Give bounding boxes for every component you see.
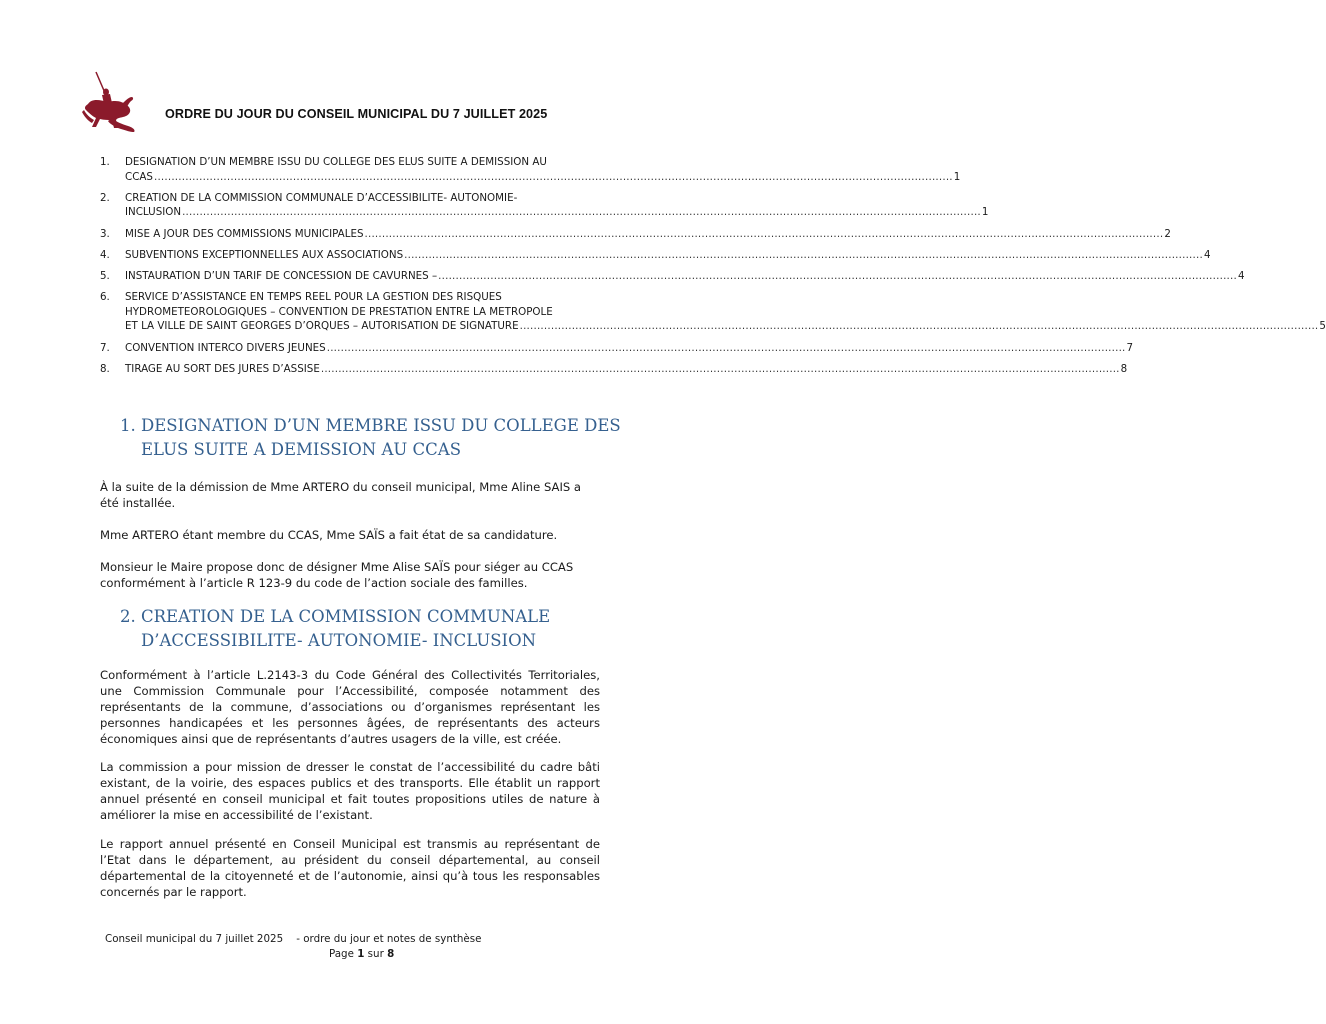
toc-page-number: 5 [1319,320,1326,333]
toc-entry-text: CREATION DE LA COMMISSION COMMUNALE D’ACCESSIBILITE- AUTONOMIE- [125,191,518,204]
toc-entry-number: 4. [100,248,110,261]
toc-dot-leader [321,362,1120,377]
toc-entry-number: 6. [100,291,110,304]
section-1-paragraph-3: Monsieur le Maire propose donc de désigner Mme Alise SAÏS pour siéger au CCAS conformément à l’article R 123-9 du code de l’action sociale des familles. [100,560,574,590]
page-total: 8 [387,948,395,960]
toc-entry[interactable] [100,248,1211,263]
toc-entry-number: 2. [100,191,110,204]
toc-page-number: 2 [1164,227,1171,240]
toc-page-number: 1 [953,170,961,183]
toc-dot-leader [365,227,1164,242]
toc-entry-number: 7. [100,341,110,354]
toc-page-number: 4 [1237,269,1245,282]
toc-entry-text: MISE A JOUR DES COMMISSIONS MUNICIPALES [125,227,364,240]
section-2-paragraph-2: La commission a pour mission de dresser le constat de l’accessibilité du cadre bâti existant, de la voirie, des espaces publics et des transports. Elle établit un rapport annuel présenté en conseil municipal et fait toutes propositions utiles de nature à améliorer la mise en accessibilité de l’existant. [100,760,600,822]
toc-entry[interactable] [100,227,1171,242]
toc-entry-text: CCAS [125,170,153,183]
toc-entry[interactable] [100,191,989,220]
section-2-paragraph-1: Conformément à l’article L.2143-3 du Code Général des Collectivités Territoriales, une Commission Communale pour l’Accessibilité, composée notamment des représentants de la commune, d’associations ou d’organismes représentant les personnes handicapées et les personnes âgées, de représentants des acteurs économiques ainsi que de représentants d’autres usagers de la ville, est créée. [100,668,600,746]
saint-george-logo-icon [82,70,138,136]
toc-entry-number: 8. [100,362,110,375]
section-1-title-line2: ELUS SUITE A DEMISSION AU CCAS [141,440,462,459]
toc-entry[interactable] [100,362,1128,377]
toc-dot-leader [404,248,1203,263]
toc-entry-text: INCLUSION [125,206,182,219]
section-1-heading [120,414,621,462]
table-of-contents [100,155,1326,383]
toc-dot-leader [520,319,1319,334]
toc-entry-text: ET LA VILLE DE SAINT GEORGES D’ORQUES – AUTORISATION DE SIGNATURE [125,320,519,333]
document-title: ORDRE DU JOUR DU CONSEIL MUNICIPAL DU 7 JUILLET 2025 [165,107,548,121]
toc-entry-text: DESIGNATION D’UN MEMBRE ISSU DU COLLEGE DES ELUS SUITE A DEMISSION AU [125,156,547,168]
toc-dot-leader [154,170,953,185]
page-label: Page [329,948,354,960]
toc-entry-number: 3. [100,227,110,240]
footer-left-text: Conseil municipal du 7 juillet 2025 [105,933,284,945]
toc-entry-text: INSTAURATION D’UN TARIF DE CONCESSION DE CAVURNES – [125,269,438,282]
toc-entry[interactable] [100,341,1134,356]
toc-entry-number: 1. [100,156,110,168]
toc-entry-text: TIRAGE AU SORT DES JURES D’ASSISE [125,362,320,375]
section-1-number: 1. [120,416,136,435]
page-number [329,947,394,961]
section-2-title-line1: CREATION DE LA COMMISSION COMMUNALE [141,607,551,626]
toc-dot-leader [182,205,981,220]
toc-dot-leader [438,269,1237,284]
toc-page-number: 8 [1120,362,1128,375]
footer-line [105,932,481,946]
toc-entry[interactable] [100,290,1326,334]
toc-entry[interactable] [100,269,1245,284]
section-2-number: 2. [120,607,136,626]
toc-page-number: 1 [981,206,989,219]
page-of-label: sur [367,948,384,960]
section-2-title-line2: D’ACCESSIBILITE- AUTONOMIE- INCLUSION [141,631,537,650]
section-1-title-line1: DESIGNATION D’UN MEMBRE ISSU DU COLLEGE DES [141,416,621,435]
section-2-paragraph-3: Le rapport annuel présenté en Conseil Municipal est transmis au représentant de l’Etat dans le département, au président du conseil départemental, au conseil départemental de la citoyenneté et de l’autonomie, ainsi qu’à tous les responsables concernés par le rapport. [100,837,600,899]
toc-entry-text: SUBVENTIONS EXCEPTIONNELLES AUX ASSOCIATIONS [125,248,404,261]
footer-right-text: - ordre du jour et notes de synthèse [296,933,482,945]
toc-entry-text: CONVENTION INTERCO DIVERS JEUNES [125,341,326,354]
section-1-paragraph-1: À la suite de la démission de Mme ARTERO du conseil municipal, Mme Aline SAIS a été installée. [100,480,582,510]
toc-page-number: 4 [1203,248,1211,261]
section-1-paragraph-2: Mme ARTERO étant membre du CCAS, Mme SAÏS a fait état de sa candidature. [100,528,558,542]
page-current: 1 [357,948,365,960]
toc-entry-number: 5. [100,269,110,282]
section-2-heading [120,605,550,653]
toc-entry-text: HYDROMETEOROLOGIQUES – CONVENTION DE PRESTATION ENTRE LA METROPOLE [125,305,553,318]
toc-entry-text: SERVICE D’ASSISTANCE EN TEMPS REEL POUR LA GESTION DES RISQUES [125,291,502,304]
toc-page-number: 7 [1126,341,1134,354]
toc-entry[interactable] [100,155,961,184]
toc-dot-leader [327,341,1126,356]
